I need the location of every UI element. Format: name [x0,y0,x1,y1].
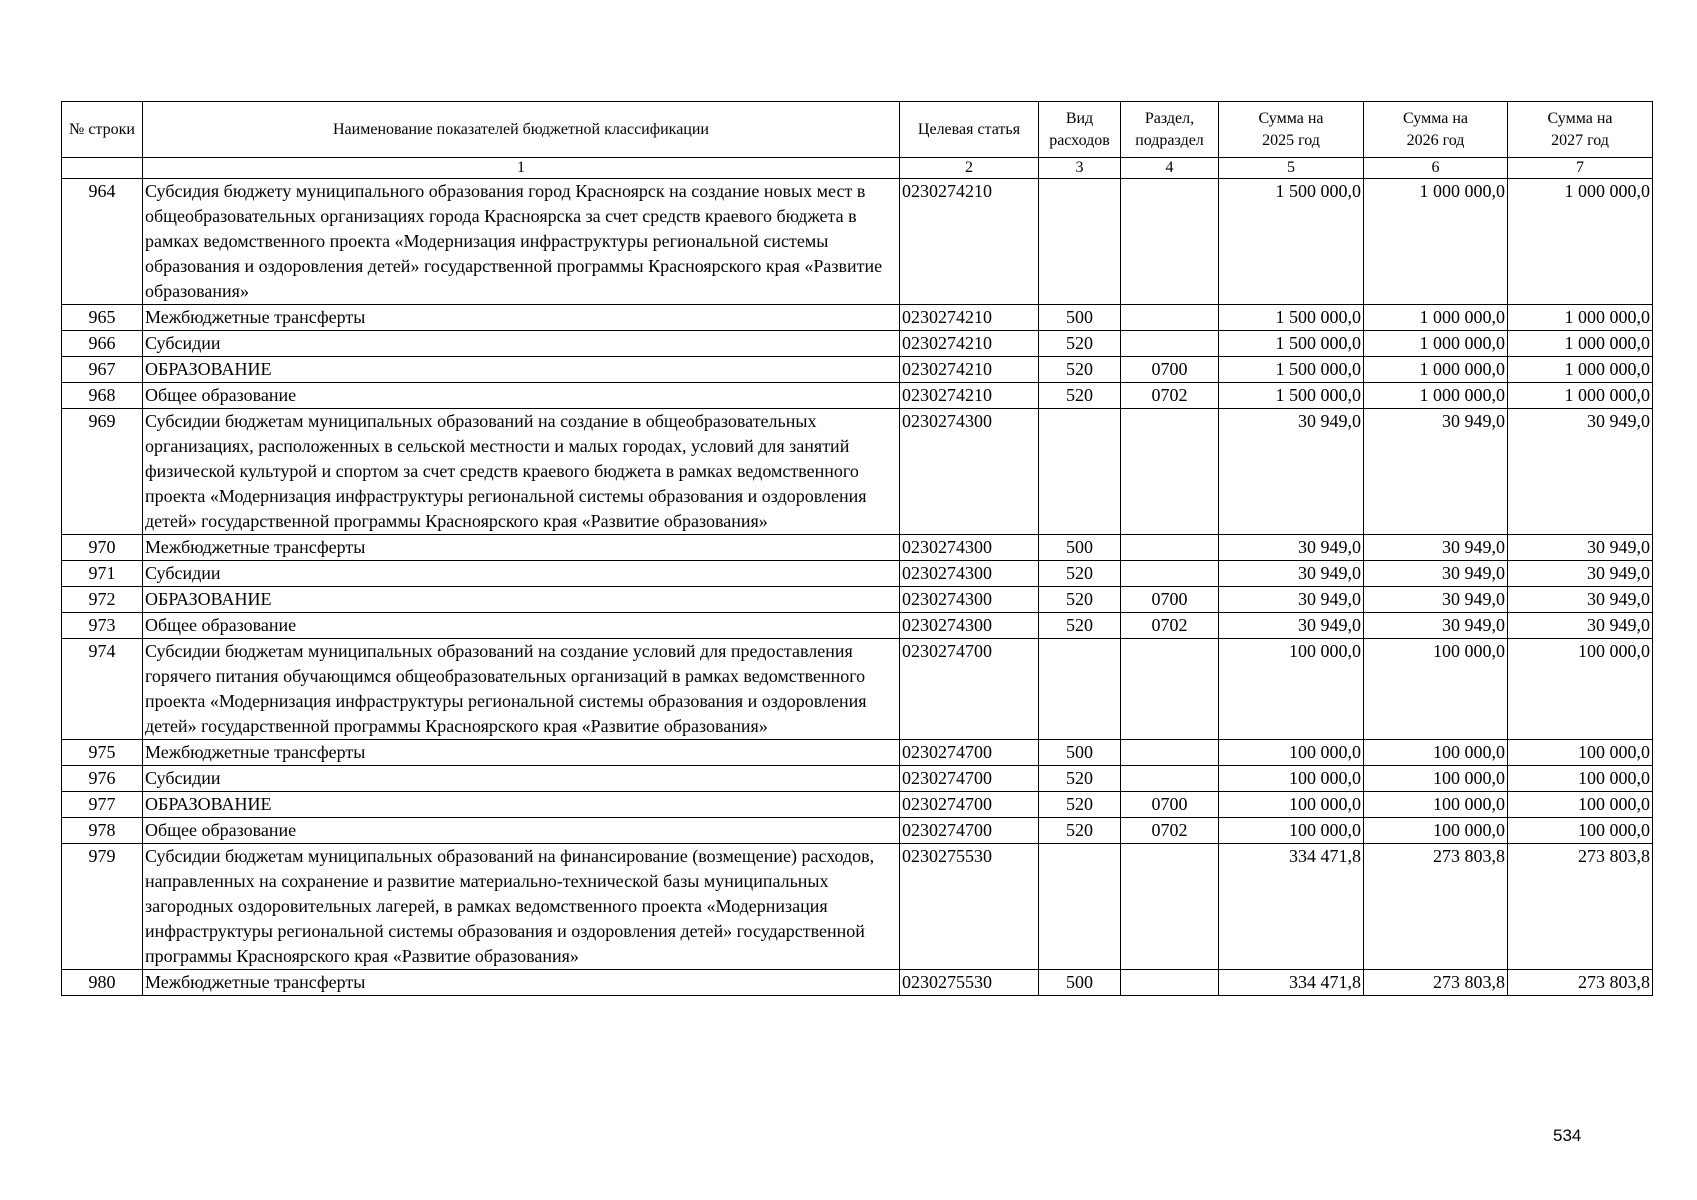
row-target-code: 0230275530 [900,970,1039,996]
row-sum-2027: 30 949,0 [1508,561,1653,587]
row-razdel [1121,561,1219,587]
row-sum-2027: 1 000 000,0 [1508,331,1653,357]
row-razdel [1121,179,1219,305]
row-sum-2025: 334 471,8 [1219,844,1364,970]
row-name: Субсидия бюджету муниципального образования город Красноярск на создание новых мест в общеобразовательных организациях города Красноярска за счет средств краевого бюджета в рамках ведомственного проекта «Модернизация инфраструктуры региональной системы образования и оздоровления детей» государственной программы Красноярского края «Развитие образования» [143,179,900,305]
row-sum-2026: 1 000 000,0 [1364,331,1508,357]
row-number: 975 [62,740,143,766]
row-number: 968 [62,383,143,409]
row-number: 980 [62,970,143,996]
row-vid: 520 [1039,587,1121,613]
row-sum-2026: 30 949,0 [1364,409,1508,535]
row-number: 973 [62,613,143,639]
header-row [62,102,1653,158]
header-vid-line2: расходов [1049,131,1110,149]
row-sum-2025: 1 500 000,0 [1219,383,1364,409]
header-row-no: № строки [62,102,143,158]
row-name: Общее образование [143,818,900,844]
row-sum-2025: 30 949,0 [1219,561,1364,587]
row-vid: 520 [1039,818,1121,844]
row-vid [1039,179,1121,305]
header-razdel-line1: Раздел, [1144,109,1195,127]
header-sum-2027 [1508,102,1653,158]
row-vid: 520 [1039,561,1121,587]
row-number: 979 [62,844,143,970]
row-razdel [1121,331,1219,357]
row-sum-2026: 30 949,0 [1364,613,1508,639]
row-number: 976 [62,766,143,792]
budget-table [61,101,1653,996]
header-sum-2025-line2: 2025 год [1262,131,1320,149]
row-name: ОБРАЗОВАНИЕ [143,587,900,613]
table-row [62,535,1653,561]
table-row [62,383,1653,409]
row-vid: 520 [1039,331,1121,357]
column-number: 2 [900,158,1039,179]
row-target-code: 0230274210 [900,305,1039,331]
row-name: Субсидии [143,766,900,792]
row-razdel: 0700 [1121,357,1219,383]
table-row [62,179,1653,305]
table-row [62,970,1653,996]
row-razdel: 0702 [1121,383,1219,409]
row-razdel [1121,305,1219,331]
row-sum-2027: 100 000,0 [1508,792,1653,818]
row-number: 971 [62,561,143,587]
row-sum-2025: 30 949,0 [1219,613,1364,639]
table-row [62,305,1653,331]
row-target-code: 0230274210 [900,179,1039,305]
table-row [62,409,1653,535]
header-target: Целевая статья [900,102,1039,158]
row-sum-2027: 1 000 000,0 [1508,179,1653,305]
header-razdel [1121,102,1219,158]
row-sum-2027: 273 803,8 [1508,970,1653,996]
row-sum-2027: 1 000 000,0 [1508,357,1653,383]
row-number: 978 [62,818,143,844]
row-name: Субсидии [143,561,900,587]
table-row [62,639,1653,740]
row-vid: 520 [1039,766,1121,792]
row-vid [1039,639,1121,740]
row-sum-2027: 100 000,0 [1508,740,1653,766]
row-name: Межбюджетные трансферты [143,740,900,766]
row-sum-2026: 30 949,0 [1364,587,1508,613]
row-name: Субсидии [143,331,900,357]
row-name: Субсидии бюджетам муниципальных образований на финансирование (возмещение) расходов, направленных на сохранение и развитие материально-технической базы муниципальных загородных оздоровительных лагерей, в рамках ведомственного проекта «Модернизация инфраструктуры региональной системы образования и оздоровления детей» государственной программы Красноярского края «Развитие образования» [143,844,900,970]
row-number: 970 [62,535,143,561]
row-sum-2026: 100 000,0 [1364,792,1508,818]
row-number: 966 [62,331,143,357]
row-sum-2025: 30 949,0 [1219,409,1364,535]
column-number-row [62,158,1653,179]
row-number: 972 [62,587,143,613]
header-sum-2026-line1: Сумма на [1403,109,1468,127]
row-sum-2026: 1 000 000,0 [1364,383,1508,409]
row-sum-2025: 1 500 000,0 [1219,357,1364,383]
row-sum-2026: 30 949,0 [1364,535,1508,561]
row-target-code: 0230274300 [900,561,1039,587]
row-sum-2027: 100 000,0 [1508,639,1653,740]
row-target-code: 0230275530 [900,844,1039,970]
row-sum-2025: 1 500 000,0 [1219,331,1364,357]
column-number: 6 [1364,158,1508,179]
row-vid: 500 [1039,740,1121,766]
row-vid: 500 [1039,970,1121,996]
row-sum-2027: 100 000,0 [1508,818,1653,844]
row-name: Субсидии бюджетам муниципальных образований на создание в общеобразовательных организациях, расположенных в сельской местности и малых городах, условий для занятий физической культурой и спортом за счет средств краевого бюджета в рамках ведомственного проекта «Модернизация инфраструктуры региональной системы образования и оздоровления детей» государственной программы Красноярского края «Развитие образования» [143,409,900,535]
row-vid [1039,844,1121,970]
row-vid [1039,409,1121,535]
header-vid-line1: Вид [1065,109,1094,127]
row-razdel [1121,639,1219,740]
header-sum-2027-line2: 2027 год [1551,131,1609,149]
row-target-code: 0230274700 [900,766,1039,792]
table-row [62,331,1653,357]
column-number: 7 [1508,158,1653,179]
row-target-code: 0230274210 [900,383,1039,409]
row-sum-2026: 273 803,8 [1364,970,1508,996]
header-sum-2026 [1364,102,1508,158]
row-name: Межбюджетные трансферты [143,305,900,331]
row-sum-2027: 30 949,0 [1508,409,1653,535]
row-number: 967 [62,357,143,383]
row-sum-2027: 1 000 000,0 [1508,383,1653,409]
row-razdel [1121,535,1219,561]
row-name: ОБРАЗОВАНИЕ [143,792,900,818]
table-body [62,179,1653,996]
row-sum-2025: 100 000,0 [1219,639,1364,740]
row-razdel: 0700 [1121,792,1219,818]
row-target-code: 0230274300 [900,535,1039,561]
table-row [62,587,1653,613]
row-sum-2025: 1 500 000,0 [1219,305,1364,331]
row-target-code: 0230274300 [900,587,1039,613]
row-sum-2026: 1 000 000,0 [1364,305,1508,331]
row-target-code: 0230274300 [900,409,1039,535]
column-number: 4 [1121,158,1219,179]
row-sum-2025: 100 000,0 [1219,792,1364,818]
row-razdel: 0702 [1121,818,1219,844]
row-sum-2027: 30 949,0 [1508,535,1653,561]
row-vid: 500 [1039,305,1121,331]
header-sum-2026-line2: 2026 год [1406,131,1465,149]
header-name: Наименование показателей бюджетной классификации [143,102,900,158]
row-number: 964 [62,179,143,305]
page-number: 534 [1553,1126,1582,1145]
table-row [62,357,1653,383]
header-sum-2025 [1219,102,1364,158]
row-sum-2026: 100 000,0 [1364,740,1508,766]
column-number: 1 [143,158,900,179]
table-row [62,844,1653,970]
row-vid: 520 [1039,792,1121,818]
row-sum-2026: 1 000 000,0 [1364,357,1508,383]
row-number: 969 [62,409,143,535]
row-sum-2027: 1 000 000,0 [1508,305,1653,331]
table-row [62,561,1653,587]
row-razdel [1121,844,1219,970]
row-name: Межбюджетные трансферты [143,970,900,996]
row-number: 965 [62,305,143,331]
row-razdel [1121,740,1219,766]
row-name: Общее образование [143,383,900,409]
row-vid: 500 [1039,535,1121,561]
table-row [62,740,1653,766]
row-target-code: 0230274210 [900,357,1039,383]
column-number: 3 [1039,158,1121,179]
row-sum-2027: 273 803,8 [1508,844,1653,970]
row-sum-2025: 100 000,0 [1219,818,1364,844]
row-razdel: 0700 [1121,587,1219,613]
column-number-spacer [62,158,143,179]
row-razdel [1121,970,1219,996]
row-sum-2025: 100 000,0 [1219,740,1364,766]
table-row [62,818,1653,844]
row-name: Общее образование [143,613,900,639]
row-sum-2027: 100 000,0 [1508,766,1653,792]
row-sum-2025: 1 500 000,0 [1219,179,1364,305]
row-target-code: 0230274700 [900,818,1039,844]
row-razdel: 0702 [1121,613,1219,639]
table-row [62,792,1653,818]
row-sum-2027: 30 949,0 [1508,587,1653,613]
row-name: Межбюджетные трансферты [143,535,900,561]
header-sum-2027-line1: Сумма на [1547,109,1613,127]
row-name: Субсидии бюджетам муниципальных образований на создание условий для предоставления горячего питания обучающимся общеобразовательных организаций в рамках ведомственного проекта «Модернизация инфраструктуры региональной системы образования и оздоровления детей» государственной программы Красноярского края «Развитие образования» [143,639,900,740]
row-sum-2025: 334 471,8 [1219,970,1364,996]
row-name: ОБРАЗОВАНИЕ [143,357,900,383]
row-target-code: 0230274700 [900,639,1039,740]
row-vid: 520 [1039,383,1121,409]
table-row [62,613,1653,639]
row-razdel [1121,409,1219,535]
column-number: 5 [1219,158,1364,179]
row-target-code: 0230274700 [900,792,1039,818]
row-number: 977 [62,792,143,818]
row-sum-2025: 30 949,0 [1219,587,1364,613]
row-vid: 520 [1039,613,1121,639]
row-sum-2026: 273 803,8 [1364,844,1508,970]
row-sum-2026: 30 949,0 [1364,561,1508,587]
row-sum-2026: 100 000,0 [1364,639,1508,740]
row-target-code: 0230274210 [900,331,1039,357]
header-vid [1039,102,1121,158]
row-sum-2025: 30 949,0 [1219,535,1364,561]
table-row [62,766,1653,792]
row-sum-2027: 30 949,0 [1508,613,1653,639]
row-sum-2025: 100 000,0 [1219,766,1364,792]
row-number: 974 [62,639,143,740]
header-razdel-line2: подраздел [1135,131,1204,149]
row-sum-2026: 1 000 000,0 [1364,179,1508,305]
row-razdel [1121,766,1219,792]
row-vid: 520 [1039,357,1121,383]
row-sum-2026: 100 000,0 [1364,766,1508,792]
row-target-code: 0230274700 [900,740,1039,766]
row-target-code: 0230274300 [900,613,1039,639]
header-sum-2025-line1: Сумма на [1258,109,1324,127]
row-sum-2026: 100 000,0 [1364,818,1508,844]
